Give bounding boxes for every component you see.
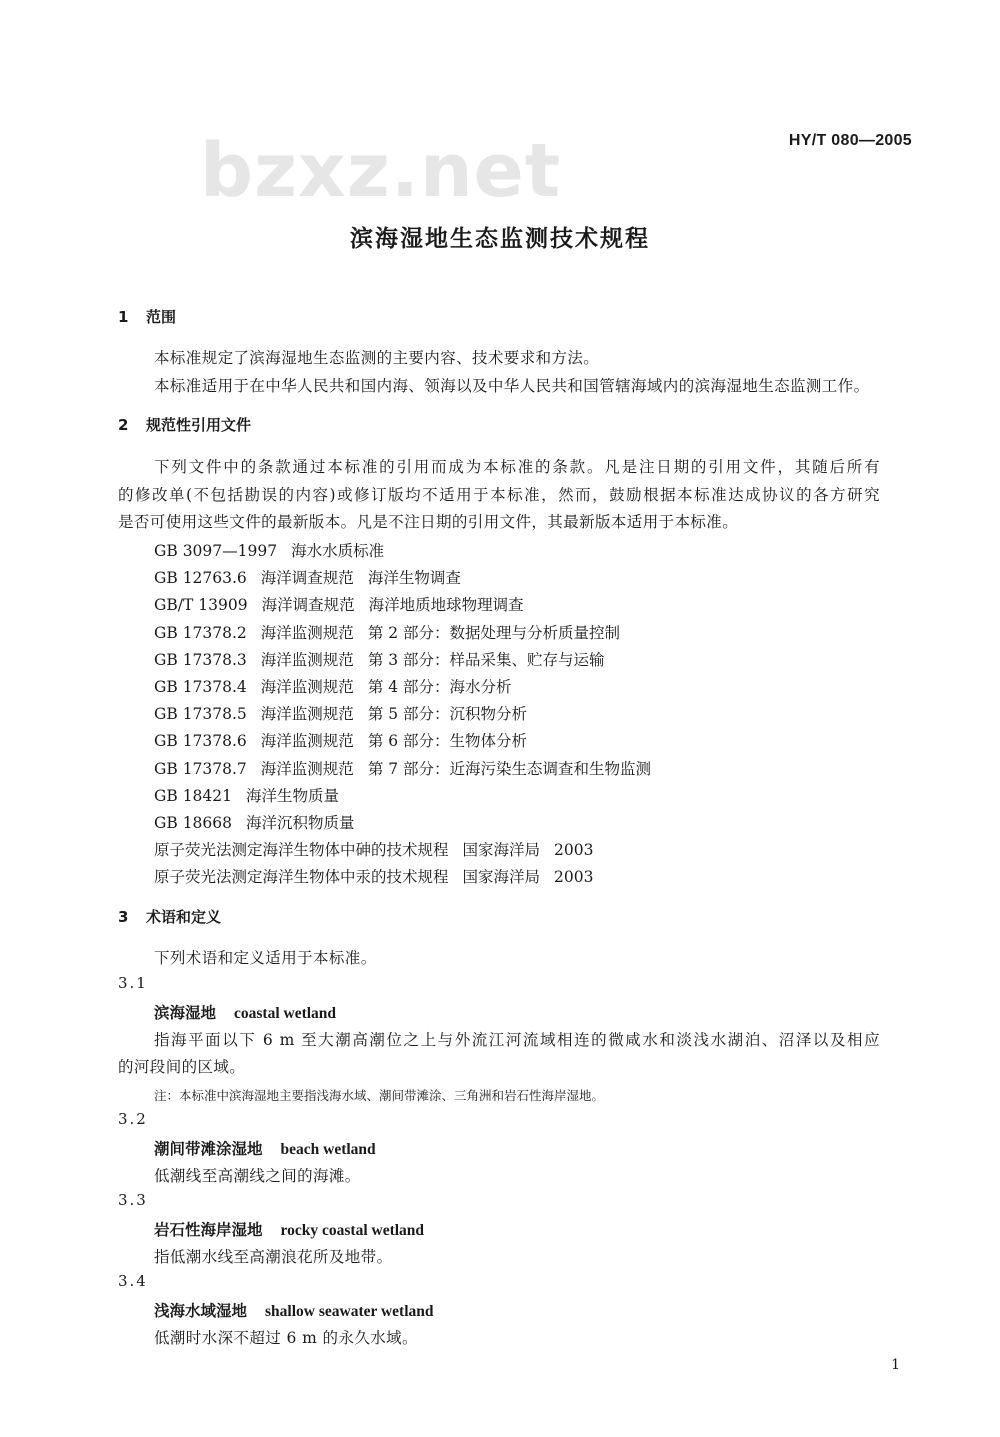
reference-title: 2003: [554, 841, 594, 860]
reference-title: 第 5 部分：沉积物分析: [367, 705, 528, 724]
document-title: 滨海湿地生态监测技术规程: [350, 226, 650, 252]
term-en: rocky coastal wetland: [280, 1222, 425, 1239]
reference-title: 第 6 部分：生物体分析: [367, 732, 528, 751]
paragraph: 本标准适用于在中华人民共和国内海、领海以及中华人民共和国管辖海域内的滨海湿地生态监测工作。: [154, 377, 870, 395]
paragraph: 本标准规定了滨海湿地生态监测的主要内容、技术要求和方法。: [154, 349, 600, 367]
clause-number: 3.2: [118, 1110, 148, 1128]
reference-item: [154, 566, 461, 588]
section-number: 3: [118, 908, 129, 926]
reference-title: 海水水质标准: [291, 542, 385, 560]
reference-title: 第 3 部分：样品采集、贮存与运输: [367, 650, 605, 669]
definition-line: 低潮时水深不超过 6 m 的永久水域。: [154, 1329, 418, 1347]
section-number: 2: [118, 416, 129, 434]
term-en: coastal wetland: [234, 1005, 337, 1022]
clause-number: 3.1: [118, 974, 148, 992]
page-number: 1: [891, 1357, 900, 1373]
reference-code: GB 17378.6: [154, 732, 247, 751]
reference-item: [154, 648, 605, 670]
reference-title: 第 2 部分：数据处理与分析质量控制: [367, 623, 621, 642]
reference-title: 海洋调查规范: [261, 596, 355, 615]
reference-title: 海洋沉积物质量: [246, 814, 355, 832]
paragraph-line: 下列文件中的条款通过本标准的引用而成为本标准的条款。凡是注日期的引用文件，其随后所有: [154, 458, 880, 476]
clause-number: 3.4: [118, 1272, 148, 1290]
reference-code: GB 17378.3: [154, 650, 247, 669]
section-title: 术语和定义: [146, 908, 222, 926]
clause-number: 3.3: [118, 1191, 148, 1209]
reference-title: 海洋调查规范: [260, 569, 354, 588]
reference-code: GB 17378.5: [154, 705, 247, 724]
reference-item: [154, 784, 339, 806]
reference-item: [154, 838, 593, 860]
definition-line: 低潮线至高潮线之间的海滩。: [154, 1167, 361, 1185]
term-heading: [154, 1218, 424, 1240]
term-en: shallow seawater wetland: [265, 1303, 434, 1320]
watermark: bzxz.net: [200, 128, 562, 214]
section-title: 范围: [146, 308, 177, 326]
reference-item: [154, 811, 355, 833]
reference-title: 2003: [554, 868, 594, 887]
reference-code: GB 12763.6: [154, 569, 247, 588]
paragraph-line: 是否可使用这些文件的最新版本。凡是不注日期的引用文件，其最新版本适用于本标准。: [118, 513, 739, 531]
standard-code: HY/T 080—2005: [788, 132, 912, 149]
reference-title: 海洋监测规范: [260, 732, 354, 751]
section-3-heading: [118, 906, 221, 927]
section-title: 规范性引用文件: [146, 416, 252, 434]
reference-code: 原子荧光法测定海洋生物体中汞的技术规程: [154, 868, 449, 887]
term-heading: [154, 1299, 434, 1321]
term-en: beach wetland: [280, 1141, 376, 1158]
reference-title: 海洋地质地球物理调查: [368, 596, 524, 615]
reference-title: 海洋监测规范: [260, 650, 354, 669]
reference-code: 原子荧光法测定海洋生物体中砷的技术规程: [154, 841, 449, 860]
reference-item: [154, 757, 651, 779]
term-zh: 岩石性海岸湿地: [154, 1221, 263, 1239]
term-zh: 潮间带滩涂湿地: [154, 1140, 263, 1158]
reference-item: [154, 865, 593, 887]
term-zh: 浅海水域湿地: [154, 1302, 248, 1320]
section-number: 1: [118, 308, 129, 326]
reference-item: [154, 729, 527, 751]
reference-title: 第 4 部分：海水分析: [367, 678, 512, 696]
reference-code: GB 3097—1997: [154, 542, 278, 560]
definition-line: 的河段间的区域。: [118, 1058, 246, 1076]
reference-title: 海洋监测规范: [260, 705, 354, 724]
reference-code: GB 17378.7: [154, 759, 247, 778]
term-heading: [154, 1137, 376, 1159]
term-zh: 滨海湿地: [154, 1004, 217, 1022]
reference-title: 海洋生物质量: [246, 786, 340, 805]
reference-title: 海洋生物调查: [367, 569, 461, 588]
reference-item: [154, 539, 384, 561]
reference-code: GB/T 13909: [154, 596, 248, 615]
reference-code: GB 17378.4: [154, 678, 247, 696]
section-2-heading: [118, 414, 251, 435]
reference-item: [154, 621, 620, 643]
paragraph: 下列术语和定义适用于本标准。: [154, 949, 377, 967]
reference-title: 海洋监测规范: [260, 623, 354, 642]
reference-title: 海洋监测规范: [260, 678, 354, 696]
reference-item: [154, 675, 512, 697]
reference-item: [154, 702, 527, 724]
term-heading: [154, 1001, 336, 1023]
section-1-heading: [118, 306, 176, 327]
reference-title: 国家海洋局: [462, 841, 541, 860]
reference-code: GB 18421: [154, 786, 233, 805]
reference-code: GB 17378.2: [154, 623, 247, 642]
reference-code: GB 18668: [154, 814, 233, 832]
reference-title: 国家海洋局: [462, 868, 541, 887]
note: 注：本标准中滨海湿地主要指浅海水域、潮间带滩涂、三角洲和岩石性海岸湿地。: [154, 1088, 605, 1103]
reference-item: [154, 593, 524, 615]
paragraph-line: 的修改单(不包括勘误的内容)或修订版均不适用于本标准，然而，鼓励根据本标准达成协议的各方研究: [118, 486, 880, 504]
definition-line: 指海平面以下 6 m 至大潮高潮位之上与外流江河流域相连的微咸水和淡浅水湖泊、沼泽以及相应: [154, 1031, 880, 1049]
reference-title: 第 7 部分：近海污染生态调查和生物监测: [367, 759, 652, 778]
reference-title: 海洋监测规范: [260, 759, 354, 778]
definition-line: 指低潮水线至高潮浪花所及地带。: [154, 1248, 393, 1266]
